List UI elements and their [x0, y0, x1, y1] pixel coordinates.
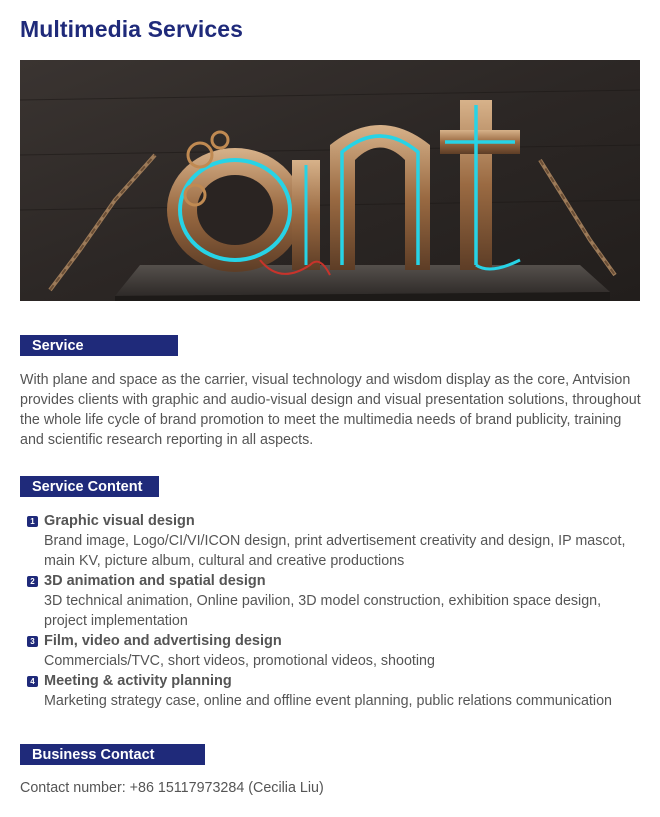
service-title: Graphic visual design [44, 513, 195, 529]
ant-3d-letters-image [20, 60, 640, 301]
service-title: 3D animation and spatial design [44, 573, 266, 589]
hero-image [20, 60, 640, 301]
service-description: Marketing strategy case, online and offline event planning, public relations communication [44, 693, 612, 709]
number-1-icon: 1 [27, 516, 38, 527]
contact-number-text: Contact number: +86 15117973284 (Cecilia Liu) [20, 780, 324, 796]
list-item [27, 671, 642, 711]
number-3-icon: 3 [27, 636, 38, 647]
service-description: Commercials/TVC, short videos, promotional videos, shooting [44, 653, 435, 669]
service-list [27, 511, 642, 711]
section-label-service-introduction: Service Introduction [20, 335, 178, 356]
list-item [27, 511, 642, 571]
number-2-icon: 2 [27, 576, 38, 587]
service-description: Brand image, Logo/CI/VI/ICON design, print advertisement creativity and design, IP mascot, main KV, picture album, cultural and creative productions [44, 533, 626, 569]
list-item [27, 571, 642, 631]
service-introduction-text: With plane and space as the carrier, visual technology and wisdom display as the core, Antvision provides clients with graphic and audio-visual design and visual presentation solutions, throughout the whole life cycle of brand promotion to meet the multimedia needs of brand publicity, training and scientific research reporting in all aspects. [20, 372, 641, 448]
service-title: Meeting & activity planning [44, 673, 232, 689]
service-description: 3D technical animation, Online pavilion, 3D model construction, exhibition space design, project implementation [44, 593, 602, 629]
service-title: Film, video and advertising design [44, 633, 282, 649]
section-label-service-content: Service Content [20, 476, 159, 497]
page-title: Multimedia Services [20, 16, 244, 42]
number-4-icon: 4 [27, 676, 38, 687]
list-item [27, 631, 642, 671]
section-label-business-contact: Business Contact [20, 744, 205, 765]
